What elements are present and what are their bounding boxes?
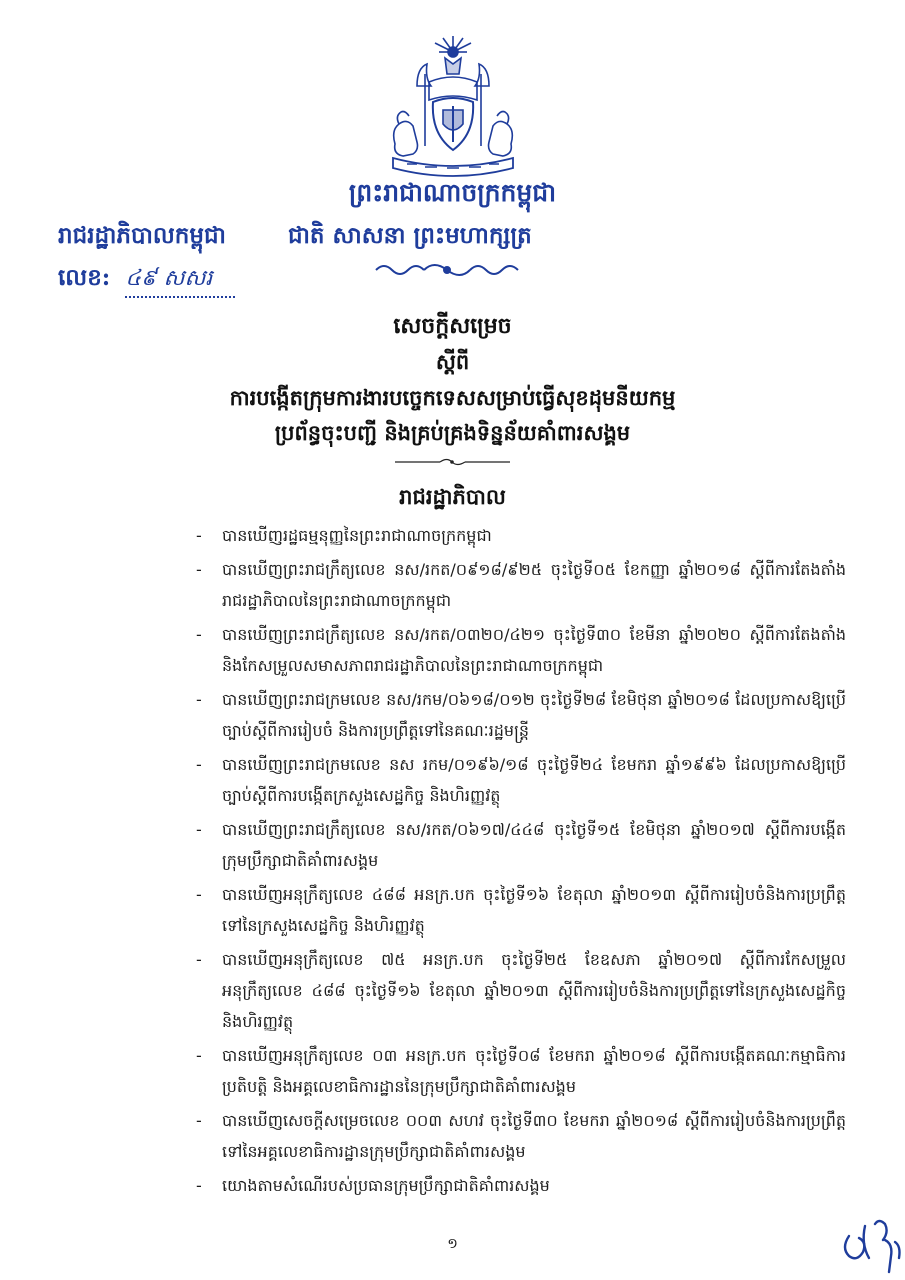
bullet-dash: - [196, 526, 202, 545]
list-item-text: បានឃើញព្រះរាជក្រមលេខ នស រកម/០១៩៦/១៨ ចុះថ្ងៃទី២៤ ខែមករា ឆ្នាំ១៩៩៦ ដែលប្រកាសឱ្យប្រើច្បាប់ស្ដីពីការបង្កើតក្រសួងសេដ្ឋកិច្ច និងហិរញ្ញវត្ថុ [222, 755, 846, 805]
section-title: រាជរដ្ឋាភិបាល [399, 484, 506, 509]
national-motto: ជាតិ សាសនា ព្រះមហាក្សត្រ [288, 222, 532, 249]
list-item-text: បានឃើញព្រះរាជក្រឹត្យលេខ នស/រកត/០៦១៧/៤៤៨ ចុះថ្ងៃទី១៥ ខែមិថុនា ឆ្នាំ២០១៧ ស្ដីពីការបង្កើតក្រុមប្រឹក្សាជាតិគាំពារសង្គម [222, 820, 846, 870]
list-item [196, 1040, 846, 1102]
list-item-text: បានឃើញព្រះរាជក្រមលេខ នស/រកម/០៦១៨/០១២ ចុះថ្ងៃទី២៨ ខែមិថុនា ឆ្នាំ២០១៨ ដែលប្រកាសឱ្យប្រើច្បាប់ស្ដីពីការរៀបចំ និងការប្រព្រឹត្តទៅនៃគណៈរដ្ឋមន្ត្រី [222, 690, 846, 740]
list-item-text: បានឃើញសេចក្ដីសម្រេចលេខ ០០៣ សហវ ចុះថ្ងៃទី៣០ ខែមករា ឆ្នាំ២០១៨ ស្ដីពីការរៀបចំនិងការប្រព្រឹត្តទៅនៃអគ្គលេខាធិការដ្ឋានក្រុមប្រឹក្សាជាតិគាំពារសង្គម [222, 1111, 846, 1161]
bullet-dash: - [196, 560, 202, 579]
list-item [196, 520, 846, 551]
bullet-dash: - [196, 625, 202, 644]
bullet-dash: - [196, 755, 202, 774]
list-item-text: បានឃើញអនុក្រឹត្យលេខ ០៣ អនក្រ.បក ចុះថ្ងៃទី០៨ ខែមករា ឆ្នាំ២០១៨ ស្ដីពីការបង្កើតគណៈកម្មាធិការប្រតិបត្តិ និងអគ្គលេខាធិការដ្ឋាននៃក្រុមប្រឹក្សាជាតិគាំពារសង្គម [222, 1046, 846, 1096]
bullet-dash: - [196, 1176, 202, 1195]
about-label: ស្ដីពី [435, 349, 470, 374]
kingdom-title: ព្រះរាជាណាចក្រកម្ពុជា [348, 178, 557, 207]
bullet-dash: - [196, 1046, 202, 1065]
list-item-text: យោងតាមសំណើរបស់ប្រធានក្រុមប្រឹក្សាជាតិគាំពារសង្គម [222, 1176, 550, 1195]
bullet-dash: - [196, 1111, 202, 1130]
bullet-dash: - [196, 950, 202, 969]
document-number-row [58, 264, 235, 298]
list-item-text: បានឃើញអនុក្រឹត្យលេខ ៧៥ អនក្រ.បក ចុះថ្ងៃទី២៥ ខែឧសភា ឆ្នាំ២០១៧ ស្ដីពីការកែសម្រួលអនុក្រឹត្យលេខ ៤៨៨ ចុះថ្ងៃទី១៦ ខែតុលា ឆ្នាំ២០១៣ ស្ដីពីការរៀបចំនិងការប្រព្រឹត្តទៅនៃក្រសួងសេដ្ឋកិច្ច និងហិរញ្ញវត្ថុ [222, 950, 846, 1031]
list-item-text: បានឃើញព្រះរាជក្រឹត្យលេខ នស/រកត/០៣២០/៤២១ ចុះថ្ងៃទី៣០ ខែមីនា ឆ្នាំ២០២០ ស្ដីពីការតែងតាំងនិងកែសម្រួលសមាសភាពរាជរដ្ឋាភិបាលនៃព្រះរាជាណាចក្រកម្ពុជា [222, 625, 846, 675]
list-item [196, 879, 846, 941]
list-item [196, 619, 846, 681]
list-item [196, 1170, 846, 1201]
list-item [196, 554, 846, 616]
divider-ornament-icon [395, 457, 510, 467]
list-item [196, 944, 846, 1037]
list-item-text: បានឃើញរដ្ឋធម្មនុញ្ញនៃព្រះរាជាណាចក្រកម្ពុជា [222, 526, 492, 545]
ornament-divider-icon [372, 258, 522, 280]
bullet-dash: - [196, 820, 202, 839]
list-item [196, 814, 846, 876]
royal-coat-of-arms-icon [373, 34, 533, 184]
bullet-dash: - [196, 690, 202, 709]
list-item-text: បានឃើញព្រះរាជក្រឹត្យលេខ នស/រកត/០៩១៨/៩២៥ ចុះថ្ងៃទី០៥ ខែកញ្ញា ឆ្នាំ២០១៨ ស្ដីពីការតែងតាំងរាជរដ្ឋាភិបាលនៃព្រះរាជាណាចក្រកម្ពុជា [222, 560, 846, 610]
bullet-dash: - [196, 885, 202, 904]
government-name: រាជរដ្ឋាភិបាលកម្ពុជា [58, 222, 226, 249]
list-item-text: បានឃើញអនុក្រឹត្យលេខ ៤៨៨ អនក្រ.បក ចុះថ្ងៃទី១៦ ខែតុលា ឆ្នាំ២០១៣ ស្ដីពីការរៀបចំនិងការប្រព្រឹត្តទៅនៃក្រសួងសេដ្ឋកិច្ច និងហិរញ្ញវត្ថុ [222, 885, 846, 935]
subject-line-1: ការបង្កើតក្រុមការងារបច្ចេកទេសសម្រាប់ធ្វើសុខដុមនីយកម្ម [229, 385, 676, 410]
document-type-title: សេចក្ដីសម្រេច [393, 313, 512, 339]
document-number-value: ៤៩ សសរ [125, 264, 235, 298]
preamble-list [196, 520, 846, 1204]
document-number-label: លេខ: [58, 264, 111, 291]
page-number: ១ [447, 1236, 458, 1252]
list-item [196, 1105, 846, 1167]
list-item [196, 749, 846, 811]
handwritten-initials-icon [835, 1196, 905, 1280]
list-item [196, 684, 846, 746]
subject-line-2: ប្រព័ន្ធចុះបញ្ជី និងគ្រប់គ្រងទិន្នន័យគាំពារសង្គម [274, 420, 631, 445]
